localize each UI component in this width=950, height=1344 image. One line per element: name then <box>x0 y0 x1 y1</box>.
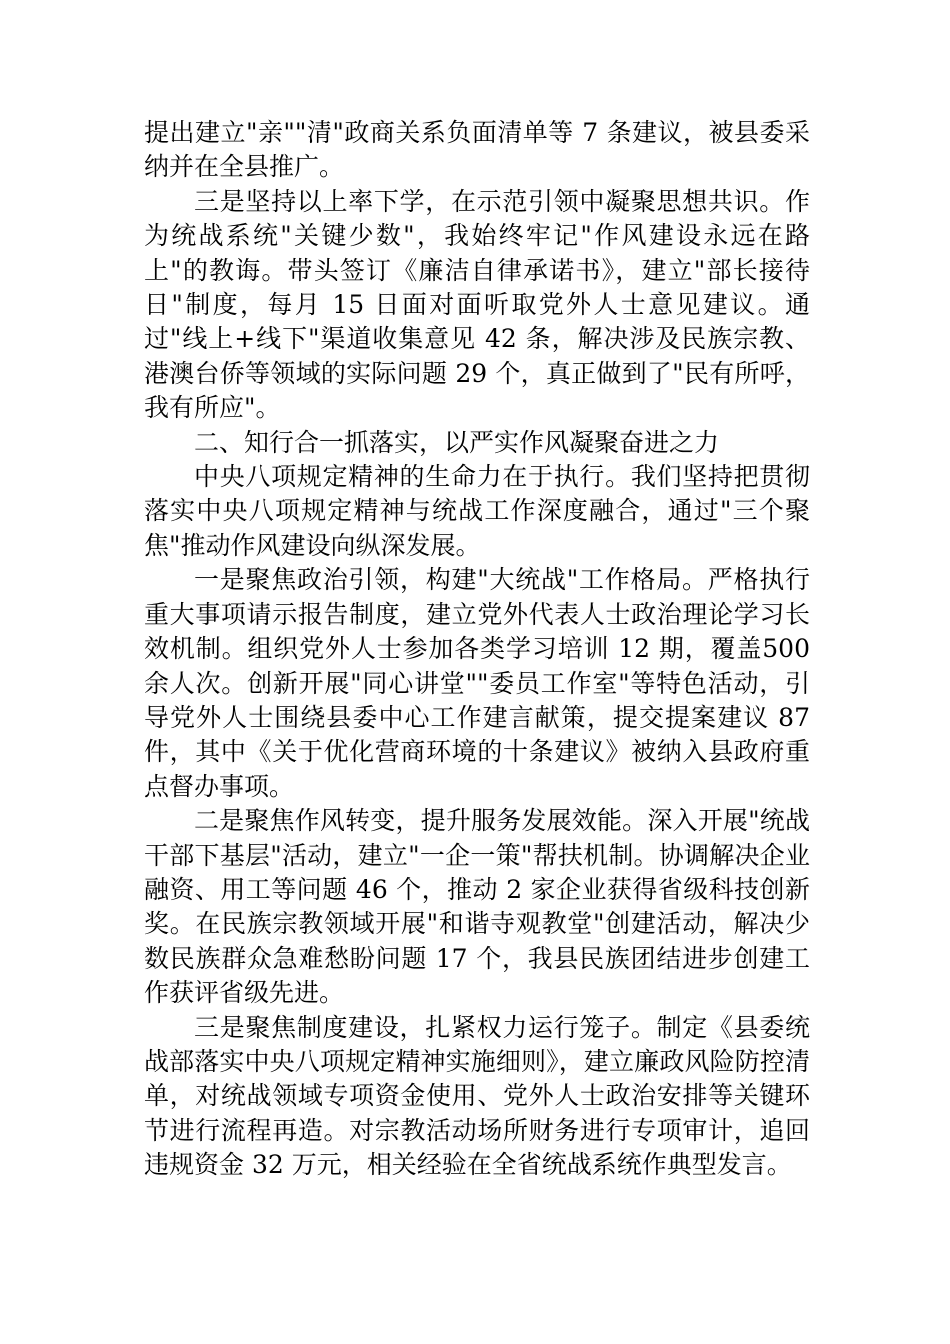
section-heading: 二、知行合一抓落实，以严实作风凝聚奋进之力 <box>194 427 720 457</box>
paragraph-system-building: 三是聚焦制度建设，扎紧权力运行笼子。制定《县委统战部落实中央八项规定精神实施细则》，建立廉政风险防控清单，对统战领域专项资金使用、党外人士政治安排等关键环节进行流程再造。对宗教活动场所财务进行专项审计，追回违规资金 32 万元，相关经验在全省统战系统作典型发言。 <box>144 1012 810 1180</box>
paragraph-lead-by-example: 三是坚持以上率下学，在示范引领中凝聚思想共识。作为统战系统"关键少数"，我始终牢记"作风建设永远在路上"的教诲。带头签订《廉洁自律承诺书》，建立"部长接待日"制度，每月 15 日面对面听取党外人士意见建议。通过"线上+线下"渠道收集意见 42 条，解决涉及民族宗教、港澳台侨等领域的实际问题 29 个，真正做到了"民有所呼，我有所应"。 <box>144 186 810 423</box>
paragraph-section-intro: 中央八项规定精神的生命力在于执行。我们坚持把贯彻落实中央八项规定精神与统战工作深度融合，通过"三个聚焦"推动作风建设向纵深发展。 <box>144 462 810 560</box>
paragraph-continuation: 提出建立"亲""清"政商关系负面清单等 7 条建议，被县委采纳并在全县推广。 <box>144 118 810 182</box>
paragraph-political-guidance: 一是聚焦政治引领，构建"大统战"工作格局。严格执行重大事项请示报告制度，建立党外代表人士政治理论学习长效机制。组织党外人士参加各类学习培训 12 期，覆盖500 余人次。创新开展"同心讲堂""委员工作室"等特色活动，引导党外人士围绕县委中心工作建言献策，提交提案建议 87 件，其中《关于优化营商环境的十条建议》被纳入县政府重点督办事项。 <box>144 565 810 801</box>
paragraph-work-style: 二是聚焦作风转变，提升服务发展效能。深入开展"统战干部下基层"活动，建立"一企一策"帮扶机制。协调解决企业融资、用工等问题 46 个，推动 2 家企业获得省级科技创新奖。在民族宗教领域开展"和谐寺观教堂"创建活动，解决少数民族群众急难愁盼问题 17 个，我县民族团结进步创建工作获评省级先进。 <box>144 806 810 1008</box>
document-page <box>144 116 810 1183</box>
